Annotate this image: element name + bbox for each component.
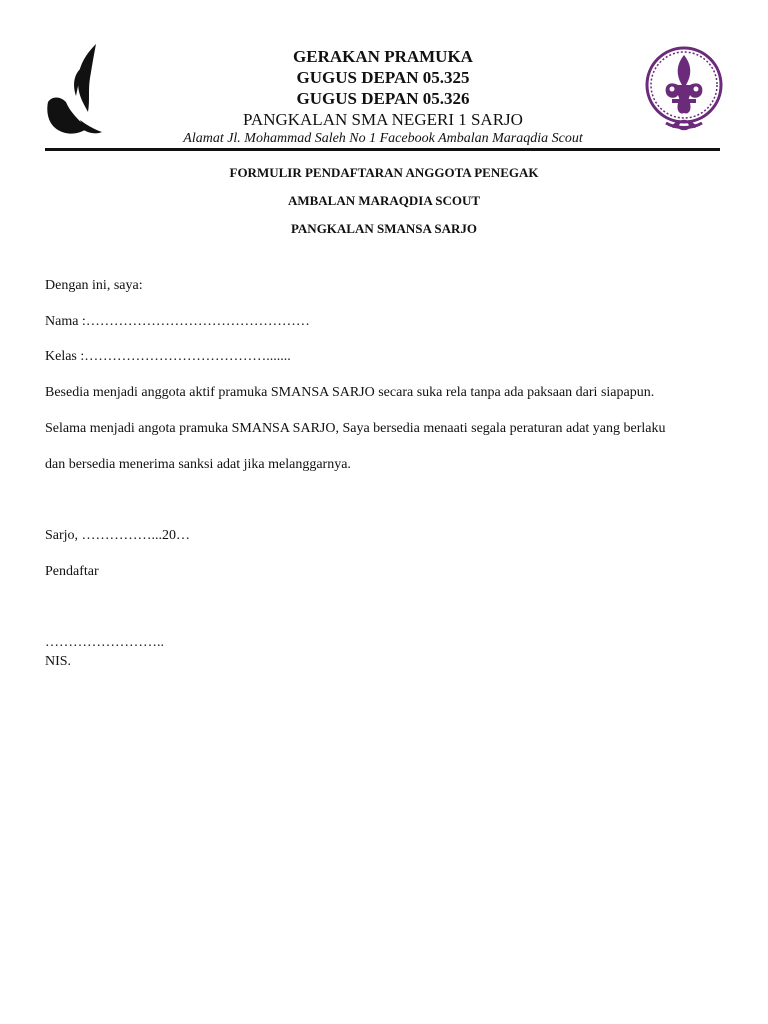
statement-paragraph-1: Besedia menjadi anggota aktif pramuka SMANSA SARJO secara suka rela tanpa ada paksaan dari siapapun. [45, 385, 655, 400]
form-subtitle-ambalan: AMBALAN MARAQDIA SCOUT [287, 193, 481, 208]
org-name: GERAKAN PRAMUKA [293, 47, 473, 66]
gugus-depan-2: GUGUS DEPAN 05.326 [296, 89, 470, 108]
statement-paragraph-3: dan bersedia menerima sanksi adat jika melanggarnya. [45, 457, 351, 472]
signer-role: Pendaftar [45, 564, 99, 579]
tunas-kelapa-icon [44, 42, 104, 138]
intro-text: Dengan ini, saya: [45, 278, 143, 293]
place-date-field: Sarjo, ……………...20… [45, 528, 191, 543]
form-title: FORMULIR PENDAFTARAN ANGGOTA PENEGAK [229, 165, 539, 180]
statement-paragraph-2: Selama menjadi angota pramuka SMANSA SARJO, Saya bersedia menaati segala peraturan adat yang berlaku [45, 421, 666, 436]
address-line: Alamat Jl. Mohammad Saleh No 1 Facebook Ambalan Maraqdia Scout [183, 131, 583, 146]
header-divider [45, 148, 720, 151]
pangkalan-name: PANGKALAN SMA NEGERI 1 SARJO [243, 110, 523, 129]
gugus-depan-1: GUGUS DEPAN 05.325 [296, 68, 470, 87]
kelas-field: Kelas :…………………………………....... [45, 349, 291, 364]
nama-field: Nama :………………………………………… [45, 314, 310, 329]
letterhead [150, 46, 616, 148]
nis-field: NIS. [45, 654, 72, 669]
world-scout-emblem-icon [642, 41, 726, 137]
form-subtitle-pangkalan: PANGKALAN SMANSA SARJO [290, 221, 478, 236]
signature-line: …………………….. [45, 635, 164, 650]
